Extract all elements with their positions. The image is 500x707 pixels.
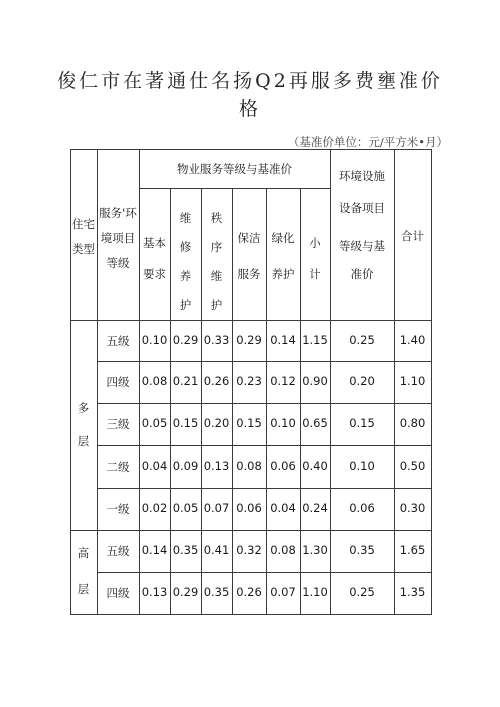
table-value-clean: 0.29 — [236, 333, 262, 347]
table-value-green: 0.14 — [270, 333, 296, 347]
table-value-clean: 0.26 — [236, 585, 262, 599]
type-label-duoceng: 多 — [77, 401, 90, 415]
table-row-grade: 五级 — [106, 544, 130, 558]
table-value-maint: 0.05 — [172, 501, 199, 515]
table-value-green: 0.08 — [270, 543, 296, 557]
table-value-clean: 0.08 — [236, 459, 262, 473]
header-greening: 养护 — [271, 267, 295, 281]
table-value-env: 0.25 — [349, 585, 375, 599]
table-row-grade: 四级 — [106, 375, 130, 389]
table-value-total: 1.35 — [399, 585, 426, 599]
table-value-green: 0.06 — [270, 459, 296, 473]
unit-note: （基准价单位：元/平方米•月） — [287, 135, 448, 149]
type-cell-duoceng — [70, 320, 98, 531]
header-env: 等级与基 — [339, 239, 385, 253]
table-value-maint: 0.21 — [172, 374, 199, 388]
table-value-basic: 0.14 — [141, 543, 168, 557]
table-value-order: 0.07 — [203, 501, 230, 515]
type-cell-gaoceng — [70, 530, 98, 615]
header-maintenance: 维 — [179, 211, 192, 225]
table-row-grade: 三级 — [106, 417, 130, 431]
header-cleaning: 服务 — [237, 267, 261, 281]
table-value-maint: 0.29 — [172, 585, 199, 599]
table-value-clean: 0.06 — [236, 501, 262, 515]
table-value-env: 0.06 — [349, 501, 375, 515]
header-cell-sub — [139, 188, 171, 321]
header-order: 秩 — [210, 211, 223, 225]
table-value-basic: 0.04 — [141, 459, 168, 473]
table-row-grade: 二级 — [106, 460, 130, 474]
header-service-grade: 服务'环 — [99, 206, 137, 220]
header-env: 准价 — [350, 267, 374, 281]
header-cell-sub — [300, 188, 331, 321]
table-value-order: 0.35 — [203, 585, 230, 599]
table-value-order: 0.13 — [203, 459, 230, 473]
table-value-total: 1.10 — [399, 374, 426, 388]
table-value-clean: 0.23 — [236, 374, 262, 388]
table-value-basic: 0.08 — [141, 374, 168, 388]
header-subtotal: 小 — [309, 236, 321, 250]
header-cell-sub — [266, 188, 301, 321]
table-value-env: 0.20 — [349, 374, 375, 388]
table-value-order: 0.33 — [203, 333, 230, 347]
header-order: 维 — [210, 269, 223, 283]
table-value-green: 0.07 — [270, 585, 296, 599]
table-value-total: 1.65 — [399, 543, 426, 557]
header-cell-housing-type — [70, 149, 98, 321]
header-total: 合计 — [401, 229, 424, 243]
table-value-total: 1.40 — [399, 333, 426, 347]
header-cell-sub — [232, 188, 267, 321]
table-value-clean: 0.15 — [236, 416, 262, 430]
header-subtotal: 计 — [309, 267, 321, 281]
table-value-green: 0.10 — [270, 416, 296, 430]
table-value-basic: 0.02 — [141, 501, 168, 515]
table-value-subtotal: 1.15 — [302, 333, 328, 347]
header-basic: 基本 — [143, 236, 166, 250]
header-basic: 要求 — [143, 267, 166, 281]
header-maintenance: 养 — [179, 269, 192, 283]
table-value-subtotal: 1.30 — [302, 543, 328, 557]
header-housing-type: 住宅 — [72, 217, 95, 231]
table-value-maint: 0.29 — [172, 333, 199, 347]
header-group-title: 物业服务等级与基准价 — [177, 162, 292, 176]
table-value-env: 0.10 — [349, 459, 375, 473]
table-value-env: 0.25 — [349, 333, 375, 347]
table-value-subtotal: 0.65 — [302, 416, 328, 430]
header-greening: 绿化 — [271, 231, 295, 245]
table-value-order: 0.20 — [203, 416, 230, 430]
table-row-grade: 五级 — [106, 334, 130, 348]
document-title: 俊仁市在著通仕名扬Q2再服多费壅准价 — [57, 70, 443, 92]
header-housing-type: 类型 — [72, 242, 95, 256]
table-value-maint: 0.09 — [172, 459, 199, 473]
table-value-env: 0.35 — [349, 543, 375, 557]
table-value-clean: 0.32 — [236, 543, 262, 557]
table-value-order: 0.41 — [203, 543, 230, 557]
table-value-basic: 0.13 — [141, 585, 168, 599]
table-value-maint: 0.15 — [172, 416, 199, 430]
table-value-order: 0.26 — [203, 374, 230, 388]
document-title-continued: 格 — [238, 98, 261, 120]
header-maintenance: 修 — [179, 240, 192, 254]
table-value-total: 0.30 — [399, 501, 426, 515]
header-env: 设备项目 — [339, 201, 385, 215]
table-value-total: 0.80 — [399, 416, 426, 430]
type-label-gaoceng: 层 — [77, 582, 90, 596]
table-row-grade: 四级 — [106, 586, 130, 600]
table-value-env: 0.15 — [349, 416, 375, 430]
header-service-grade: 等级 — [106, 256, 130, 270]
table-value-green: 0.12 — [270, 374, 296, 388]
header-order: 序 — [210, 240, 223, 254]
table-value-basic: 0.10 — [141, 333, 168, 347]
type-label-gaoceng: 高 — [77, 546, 90, 560]
table-value-basic: 0.05 — [141, 416, 168, 430]
header-maintenance: 护 — [179, 298, 192, 312]
table-value-subtotal: 0.24 — [302, 501, 328, 515]
type-label-duoceng: 层 — [77, 434, 90, 448]
header-service-grade: 境项目 — [100, 231, 136, 245]
header-env: 环境设施 — [339, 169, 385, 183]
header-cleaning: 保洁 — [237, 231, 261, 245]
table-value-total: 0.50 — [399, 459, 426, 473]
table-value-subtotal: 0.90 — [302, 374, 328, 388]
table-value-subtotal: 0.40 — [302, 459, 328, 473]
table-value-maint: 0.35 — [172, 543, 199, 557]
table-value-green: 0.04 — [270, 501, 296, 515]
table-value-subtotal: 1.10 — [302, 585, 328, 599]
header-order: 护 — [210, 298, 223, 312]
table-row-grade: 一级 — [106, 502, 130, 516]
